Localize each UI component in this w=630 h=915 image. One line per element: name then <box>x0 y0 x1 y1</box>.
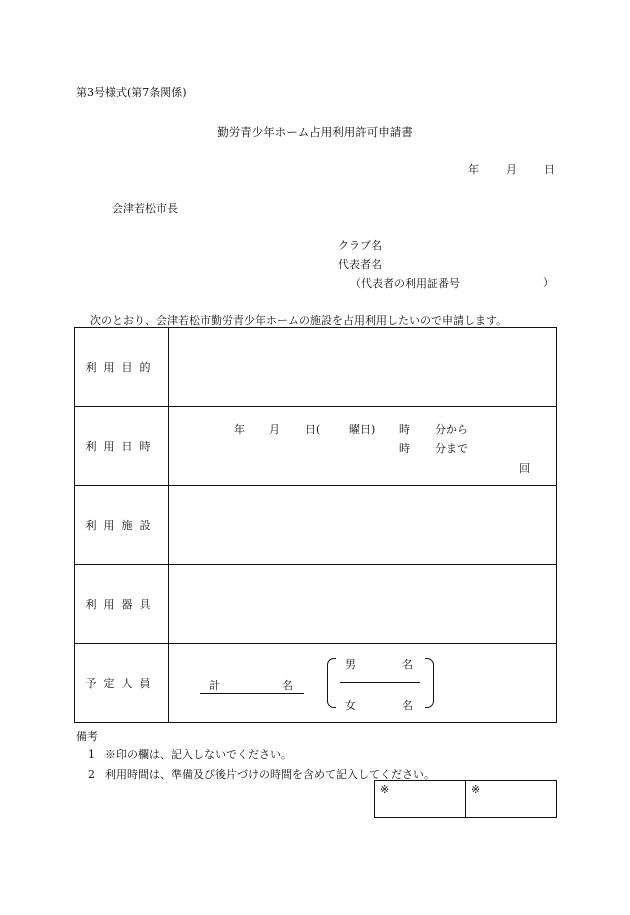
remark-number: 1 <box>88 748 95 761</box>
female-unit: 名 <box>402 699 413 712</box>
equipment-label: 利用器具 <box>75 565 169 643</box>
office-use-cell-1 <box>375 781 466 817</box>
left-bracket <box>327 658 336 708</box>
date-day-label: 日 <box>544 163 555 176</box>
dt-day: 日( <box>305 423 321 436</box>
form-number: 第3号様式(第7条関係) <box>76 86 187 99</box>
facility-field[interactable] <box>169 486 556 564</box>
total-underline <box>200 693 304 694</box>
total-label: 計 <box>209 679 220 692</box>
purpose-field[interactable] <box>169 328 556 406</box>
male-label: 男 <box>345 658 356 671</box>
remarks-title: 備考 <box>76 730 98 743</box>
dt-year: 年 <box>234 423 245 436</box>
datetime-row <box>75 407 556 486</box>
card-number-label: （代表者の利用証番号 <box>350 277 460 290</box>
document-title: 勤労青少年ホーム占用利用許可申請書 <box>217 125 413 139</box>
addressee: 会津若松市長 <box>112 202 178 215</box>
facility-row <box>75 486 556 565</box>
intro-statement: 次のとおり、会津若松市勤労青少年ホームの施設を占用利用したいので申請します。 <box>90 314 508 327</box>
dt-times: 回 <box>519 462 530 475</box>
datetime-field[interactable] <box>169 407 556 485</box>
male-unit: 名 <box>402 658 413 671</box>
card-number-close-paren: ） <box>543 276 554 289</box>
club-name-label: クラブ名 <box>338 239 382 252</box>
purpose-label: 利用目的 <box>75 328 169 406</box>
remark-number: 2 <box>88 768 95 781</box>
facility-label: 利用施設 <box>75 486 169 564</box>
bracket-divider <box>340 682 420 683</box>
purpose-row <box>75 328 556 407</box>
equipment-row <box>75 565 556 644</box>
dt-weekday: 曜日) <box>349 423 376 436</box>
attendees-field[interactable] <box>169 644 556 722</box>
applicant-block <box>338 236 460 293</box>
remark-note-1 <box>88 746 292 762</box>
equipment-field[interactable] <box>169 565 556 643</box>
office-use-cell-2 <box>466 781 556 817</box>
date-month-label: 月 <box>506 163 517 176</box>
dt-month: 月 <box>269 423 280 436</box>
dt-hour-end: 時 <box>399 442 410 455</box>
attendees-label: 予定人員 <box>75 644 169 722</box>
office-mark-2: ※ <box>471 783 481 796</box>
right-bracket <box>425 658 434 708</box>
office-use-box <box>374 780 557 818</box>
application-table <box>74 327 557 723</box>
attendees-row <box>75 644 556 722</box>
dt-hour-start: 時 <box>399 423 410 436</box>
dt-until: 分まで <box>435 442 468 455</box>
female-label: 女 <box>345 699 356 712</box>
office-mark-1: ※ <box>380 783 390 796</box>
representative-label: 代表者名 <box>338 258 382 271</box>
date-year-label: 年 <box>468 163 479 176</box>
datetime-label: 利用日時 <box>75 407 169 485</box>
total-unit: 名 <box>282 679 293 692</box>
dt-from: 分から <box>435 423 468 436</box>
remark-text: ※印の欄は、記入しないでください。 <box>105 748 292 761</box>
application-date <box>468 161 555 177</box>
remark-text: 利用時間は、準備及び後片づけの時間を含めて記入してください。 <box>105 768 435 781</box>
